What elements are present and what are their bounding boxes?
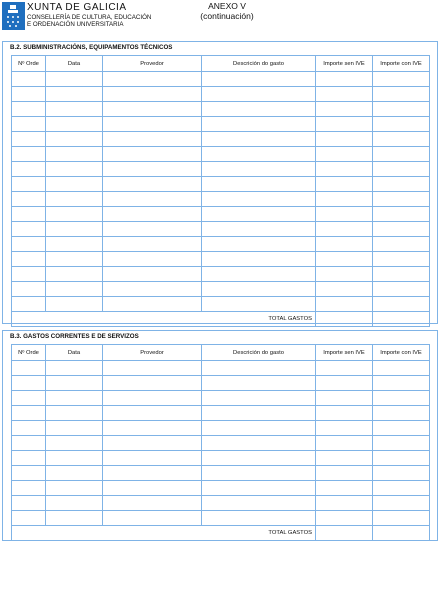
data-field[interactable] <box>46 87 103 102</box>
data-field[interactable] <box>46 481 103 496</box>
importe-sen-ive-field[interactable] <box>316 237 373 252</box>
table-row <box>12 361 430 376</box>
provedor-field[interactable] <box>103 132 202 147</box>
section-b3 <box>2 330 438 541</box>
descricion-field[interactable] <box>202 162 316 177</box>
descricion-field[interactable] <box>202 87 316 102</box>
provedor-field[interactable] <box>103 481 202 496</box>
data-field[interactable] <box>46 177 103 192</box>
importe-con-ive-field[interactable] <box>373 282 430 297</box>
descricion-field[interactable] <box>202 496 316 511</box>
descricion-field[interactable] <box>202 451 316 466</box>
table-row <box>12 421 430 436</box>
section-b2-title: B.2. SUBMINISTRACIÓNS, EQUIPAMENTOS TÉCNICOS <box>10 44 173 51</box>
table-row <box>12 162 430 177</box>
column-header: Nº Orde <box>12 56 46 72</box>
data-field[interactable] <box>46 132 103 147</box>
orde-field[interactable] <box>12 87 46 102</box>
provedor-field[interactable] <box>103 222 202 237</box>
data-field[interactable] <box>46 192 103 207</box>
table-row <box>12 297 430 312</box>
provedor-field[interactable] <box>103 466 202 481</box>
orde-field[interactable] <box>12 376 46 391</box>
provedor-field[interactable] <box>103 117 202 132</box>
table-row <box>12 132 430 147</box>
organization-block <box>27 2 151 28</box>
descricion-field[interactable] <box>202 267 316 282</box>
importe-sen-ive-field[interactable] <box>316 87 373 102</box>
descricion-field[interactable] <box>202 132 316 147</box>
table-row <box>12 102 430 117</box>
orde-field[interactable] <box>12 117 46 132</box>
provedor-field[interactable] <box>103 361 202 376</box>
data-field[interactable] <box>46 376 103 391</box>
importe-con-ive-field[interactable] <box>373 406 430 421</box>
importe-sen-ive-field[interactable] <box>316 132 373 147</box>
orde-field[interactable] <box>12 466 46 481</box>
importe-sen-ive-field[interactable] <box>316 162 373 177</box>
importe-sen-ive-field[interactable] <box>316 117 373 132</box>
importe-sen-ive-field[interactable] <box>316 406 373 421</box>
data-field[interactable] <box>46 297 103 312</box>
provedor-field[interactable] <box>103 511 202 526</box>
importe-con-ive-field[interactable] <box>373 297 430 312</box>
xunta-logo <box>2 2 25 30</box>
provedor-field[interactable] <box>103 282 202 297</box>
column-header: Provedor <box>103 56 202 72</box>
provedor-field[interactable] <box>103 72 202 87</box>
importe-sen-ive-field[interactable] <box>316 222 373 237</box>
provedor-field[interactable] <box>103 192 202 207</box>
expense-table-b3 <box>11 344 430 541</box>
orde-field[interactable] <box>12 72 46 87</box>
importe-sen-ive-field[interactable] <box>316 207 373 222</box>
importe-con-ive-field[interactable] <box>373 436 430 451</box>
importe-sen-ive-field[interactable] <box>316 436 373 451</box>
importe-con-ive-field[interactable] <box>373 481 430 496</box>
orde-field[interactable] <box>12 207 46 222</box>
orde-field[interactable] <box>12 511 46 526</box>
column-header: Importe sen IVE <box>316 56 373 72</box>
descricion-field[interactable] <box>202 147 316 162</box>
importe-con-ive-field[interactable] <box>373 237 430 252</box>
orde-field[interactable] <box>12 406 46 421</box>
table-row <box>12 282 430 297</box>
importe-con-ive-field[interactable] <box>373 222 430 237</box>
descricion-field[interactable] <box>202 117 316 132</box>
provedor-field[interactable] <box>103 406 202 421</box>
table-body-b2 <box>12 72 430 312</box>
table-header-row <box>12 345 430 361</box>
provedor-field[interactable] <box>103 237 202 252</box>
expense-table-b2 <box>11 55 430 327</box>
org-name: XUNTA DE GALICIA <box>27 2 127 13</box>
orde-field[interactable] <box>12 451 46 466</box>
provedor-field[interactable] <box>103 267 202 282</box>
total-label: TOTAL GASTOS <box>12 526 316 541</box>
importe-sen-ive-field[interactable] <box>316 451 373 466</box>
data-field[interactable] <box>46 252 103 267</box>
table-row <box>12 496 430 511</box>
data-field[interactable] <box>46 72 103 87</box>
data-field[interactable] <box>46 102 103 117</box>
data-field[interactable] <box>46 117 103 132</box>
descricion-field[interactable] <box>202 237 316 252</box>
total-sen-ive-field[interactable] <box>316 526 373 541</box>
table-row <box>12 222 430 237</box>
importe-sen-ive-field[interactable] <box>316 421 373 436</box>
orde-field[interactable] <box>12 282 46 297</box>
orde-field[interactable] <box>12 496 46 511</box>
data-field[interactable] <box>46 466 103 481</box>
provedor-field[interactable] <box>103 147 202 162</box>
importe-sen-ive-field[interactable] <box>316 177 373 192</box>
descricion-field[interactable] <box>202 436 316 451</box>
data-field[interactable] <box>46 162 103 177</box>
table-row <box>12 87 430 102</box>
importe-con-ive-field[interactable] <box>373 421 430 436</box>
orde-field[interactable] <box>12 252 46 267</box>
importe-sen-ive-field[interactable] <box>316 361 373 376</box>
data-field[interactable] <box>46 267 103 282</box>
data-field[interactable] <box>46 207 103 222</box>
importe-sen-ive-field[interactable] <box>316 496 373 511</box>
department-line-2: E ORDENACIÓN UNIVERSITARIA <box>27 21 124 28</box>
importe-sen-ive-field[interactable] <box>316 252 373 267</box>
orde-field[interactable] <box>12 192 46 207</box>
descricion-field[interactable] <box>202 192 316 207</box>
department-line-1: CONSELLERÍA DE CULTURA, EDUCACIÓN <box>27 14 152 21</box>
descricion-field[interactable] <box>202 376 316 391</box>
orde-field[interactable] <box>12 361 46 376</box>
descricion-field[interactable] <box>202 252 316 267</box>
importe-sen-ive-field[interactable] <box>316 72 373 87</box>
importe-con-ive-field[interactable] <box>373 147 430 162</box>
importe-con-ive-field[interactable] <box>373 267 430 282</box>
table-body-b3 <box>12 361 430 526</box>
table-row <box>12 481 430 496</box>
orde-field[interactable] <box>12 267 46 282</box>
orde-field[interactable] <box>12 436 46 451</box>
descricion-field[interactable] <box>202 361 316 376</box>
orde-field[interactable] <box>12 102 46 117</box>
table-row <box>12 252 430 267</box>
importe-sen-ive-field[interactable] <box>316 282 373 297</box>
provedor-field[interactable] <box>103 496 202 511</box>
orde-field[interactable] <box>12 177 46 192</box>
importe-con-ive-field[interactable] <box>373 376 430 391</box>
table-row <box>12 117 430 132</box>
importe-con-ive-field[interactable] <box>373 496 430 511</box>
table-row <box>12 451 430 466</box>
descricion-field[interactable] <box>202 222 316 237</box>
provedor-field[interactable] <box>103 436 202 451</box>
provedor-field[interactable] <box>103 391 202 406</box>
provedor-field[interactable] <box>103 177 202 192</box>
importe-con-ive-field[interactable] <box>373 132 430 147</box>
total-con-ive-field[interactable] <box>373 312 430 327</box>
table-row <box>12 267 430 282</box>
table-row <box>12 177 430 192</box>
importe-con-ive-field[interactable] <box>373 177 430 192</box>
column-header: Nº Orde <box>12 345 46 361</box>
descricion-field[interactable] <box>202 481 316 496</box>
importe-sen-ive-field[interactable] <box>316 391 373 406</box>
descricion-field[interactable] <box>202 207 316 222</box>
provedor-field[interactable] <box>103 451 202 466</box>
provedor-field[interactable] <box>103 421 202 436</box>
column-header: Importe con IVE <box>373 345 430 361</box>
column-header: Provedor <box>103 345 202 361</box>
importe-con-ive-field[interactable] <box>373 391 430 406</box>
total-row <box>12 312 430 327</box>
importe-con-ive-field[interactable] <box>373 117 430 132</box>
importe-con-ive-field[interactable] <box>373 361 430 376</box>
provedor-field[interactable] <box>103 297 202 312</box>
column-header: Descrición do gasto <box>202 56 316 72</box>
descricion-field[interactable] <box>202 72 316 87</box>
orde-field[interactable] <box>12 237 46 252</box>
data-field[interactable] <box>46 361 103 376</box>
descricion-field[interactable] <box>202 177 316 192</box>
table-row <box>12 391 430 406</box>
importe-sen-ive-field[interactable] <box>316 192 373 207</box>
data-field[interactable] <box>46 237 103 252</box>
orde-field[interactable] <box>12 421 46 436</box>
orde-field[interactable] <box>12 162 46 177</box>
annex-heading <box>187 2 267 21</box>
table-row <box>12 406 430 421</box>
section-b2 <box>2 41 438 324</box>
importe-sen-ive-field[interactable] <box>316 102 373 117</box>
importe-sen-ive-field[interactable] <box>316 267 373 282</box>
table-row <box>12 72 430 87</box>
table-row <box>12 466 430 481</box>
descricion-field[interactable] <box>202 297 316 312</box>
provedor-field[interactable] <box>103 376 202 391</box>
table-row <box>12 147 430 162</box>
data-field[interactable] <box>46 436 103 451</box>
orde-field[interactable] <box>12 481 46 496</box>
provedor-field[interactable] <box>103 162 202 177</box>
data-field[interactable] <box>46 282 103 297</box>
data-field[interactable] <box>46 511 103 526</box>
importe-sen-ive-field[interactable] <box>316 481 373 496</box>
column-header: Descrición do gasto <box>202 345 316 361</box>
importe-con-ive-field[interactable] <box>373 72 430 87</box>
data-field[interactable] <box>46 406 103 421</box>
data-field[interactable] <box>46 421 103 436</box>
column-header: Importe con IVE <box>373 56 430 72</box>
column-header: Data <box>46 56 103 72</box>
section-b3-title: B.3. GASTOS CORRENTES E DE SERVIZOS <box>10 333 139 340</box>
importe-con-ive-field[interactable] <box>373 252 430 267</box>
descricion-field[interactable] <box>202 391 316 406</box>
descricion-field[interactable] <box>202 466 316 481</box>
descricion-field[interactable] <box>202 102 316 117</box>
table-row <box>12 376 430 391</box>
provedor-field[interactable] <box>103 207 202 222</box>
table-row <box>12 192 430 207</box>
importe-con-ive-field[interactable] <box>373 207 430 222</box>
descricion-field[interactable] <box>202 406 316 421</box>
orde-field[interactable] <box>12 391 46 406</box>
total-sen-ive-field[interactable] <box>316 312 373 327</box>
table-row <box>12 207 430 222</box>
importe-con-ive-field[interactable] <box>373 451 430 466</box>
table-row <box>12 511 430 526</box>
orde-field[interactable] <box>12 297 46 312</box>
importe-sen-ive-field[interactable] <box>316 376 373 391</box>
importe-con-ive-field[interactable] <box>373 466 430 481</box>
descricion-field[interactable] <box>202 511 316 526</box>
total-row <box>12 526 430 541</box>
orde-field[interactable] <box>12 147 46 162</box>
table-row <box>12 237 430 252</box>
column-header: Importe sen IVE <box>316 345 373 361</box>
total-label: TOTAL GASTOS <box>12 312 316 327</box>
importe-con-ive-field[interactable] <box>373 87 430 102</box>
data-field[interactable] <box>46 496 103 511</box>
total-con-ive-field[interactable] <box>373 526 430 541</box>
data-field[interactable] <box>46 147 103 162</box>
provedor-field[interactable] <box>103 87 202 102</box>
data-field[interactable] <box>46 391 103 406</box>
document-header <box>0 0 439 40</box>
importe-con-ive-field[interactable] <box>373 162 430 177</box>
descricion-field[interactable] <box>202 421 316 436</box>
column-header: Data <box>46 345 103 361</box>
orde-field[interactable] <box>12 132 46 147</box>
importe-con-ive-field[interactable] <box>373 192 430 207</box>
annex-title: ANEXO V <box>208 1 246 11</box>
importe-con-ive-field[interactable] <box>373 511 430 526</box>
annex-subtitle: (continuación) <box>200 10 254 21</box>
importe-con-ive-field[interactable] <box>373 102 430 117</box>
provedor-field[interactable] <box>103 252 202 267</box>
importe-sen-ive-field[interactable] <box>316 466 373 481</box>
importe-sen-ive-field[interactable] <box>316 511 373 526</box>
data-field[interactable] <box>46 222 103 237</box>
importe-sen-ive-field[interactable] <box>316 297 373 312</box>
importe-sen-ive-field[interactable] <box>316 147 373 162</box>
data-field[interactable] <box>46 451 103 466</box>
descricion-field[interactable] <box>202 282 316 297</box>
provedor-field[interactable] <box>103 102 202 117</box>
orde-field[interactable] <box>12 222 46 237</box>
table-row <box>12 436 430 451</box>
table-header-row <box>12 56 430 72</box>
